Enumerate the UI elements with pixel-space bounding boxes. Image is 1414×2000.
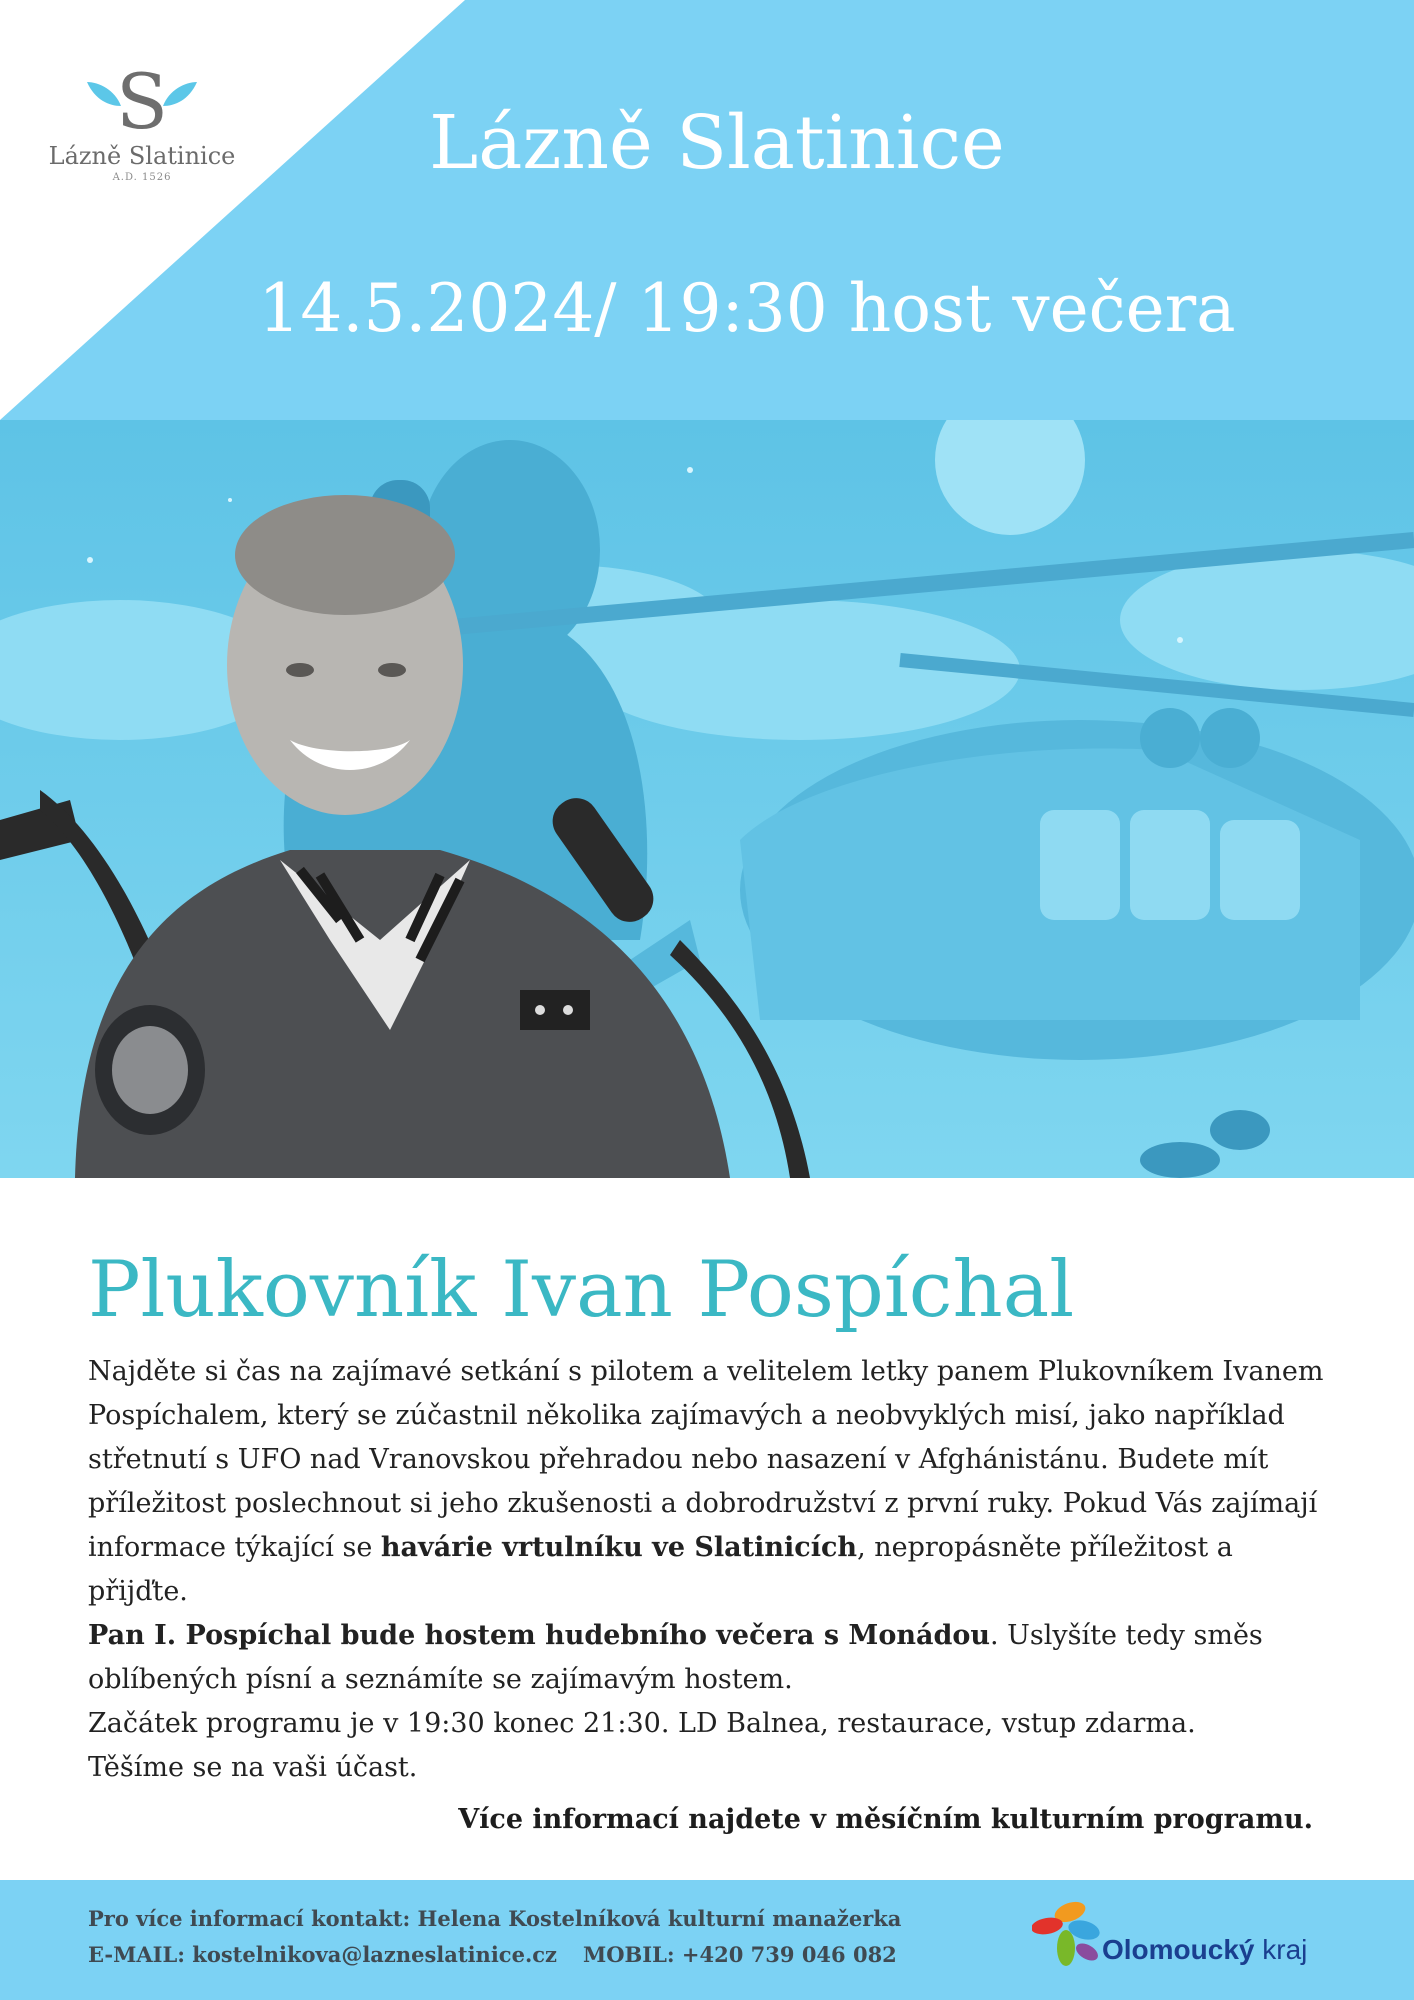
hero-illustration [0,420,1414,1178]
olomoucky-kraj-logo [1032,1892,1312,1988]
email-text: E-MAIL: kostelnikova@lazneslatinice.cz [88,1942,557,1967]
closing-paragraph: Těšíme se na vaši účast. [88,1752,418,1783]
event-date-line: 14.5.2024/ 19:30 host večera [258,270,1236,347]
footer [0,1880,1414,2000]
logo-year: A.D. 1526 [112,172,172,183]
page-title: Lázně Slatinice [429,100,1005,186]
highlight-crash-text: havárie vrtulníku ve Slatinicích [380,1532,858,1563]
phone-text: MOBIL: +420 739 046 082 [582,1942,897,1967]
region-name: Olomoucký kraj [1102,1934,1308,1965]
logo-name: Lázně Slatinice [48,142,236,170]
svg-text:S: S [115,62,169,138]
contact-details [88,1942,923,1967]
description-paragraph: Najděte si čas na zajímavé setkání s pilotem a velitelem letky panem Plukovníkem Ivanem Pospíchalem, který se zúčastnil několika zajímavých a neobvyklých misí, jako například střetnutí s UFO nad Vranovskou přehradou nebo nasazení v Afghánistánu. Budete mít příležitost poslechnout si jeho zkušenosti a dobrodružství z první ruky. Pokud Vás zajímají informace týkající se havárie vrtulníku ve Slatinicích, nepropásněte příležitost a přijďte. [88,1356,1324,1607]
region-flower-icon [1032,1896,1102,1972]
contact-line: Pro více informací kontakt: Helena Kostelníková kulturní manažerka [88,1906,902,1931]
more-info-note: Více informací najdete v měsíčním kulturním programu. [458,1804,1313,1835]
guest-name-heading: Plukovník Ivan Pospíchal [88,1245,1075,1335]
guest-music-paragraph: Pan I. Pospíchal bude hostem hudebního večera s Monádou. Uslyšíte tedy směs oblíbených písní a seznámíte se zajímavým hostem. [88,1620,1263,1695]
program-time-paragraph: Začátek programu je v 19:30 konec 21:30. LD Balnea, restaurace, vstup zdarma. [88,1708,1196,1739]
header-banner [0,0,1414,420]
highlight-guest-text: Pan I. Pospíchal bude hostem hudebního večera s Monádou [88,1620,990,1651]
event-description [88,1350,1338,1790]
